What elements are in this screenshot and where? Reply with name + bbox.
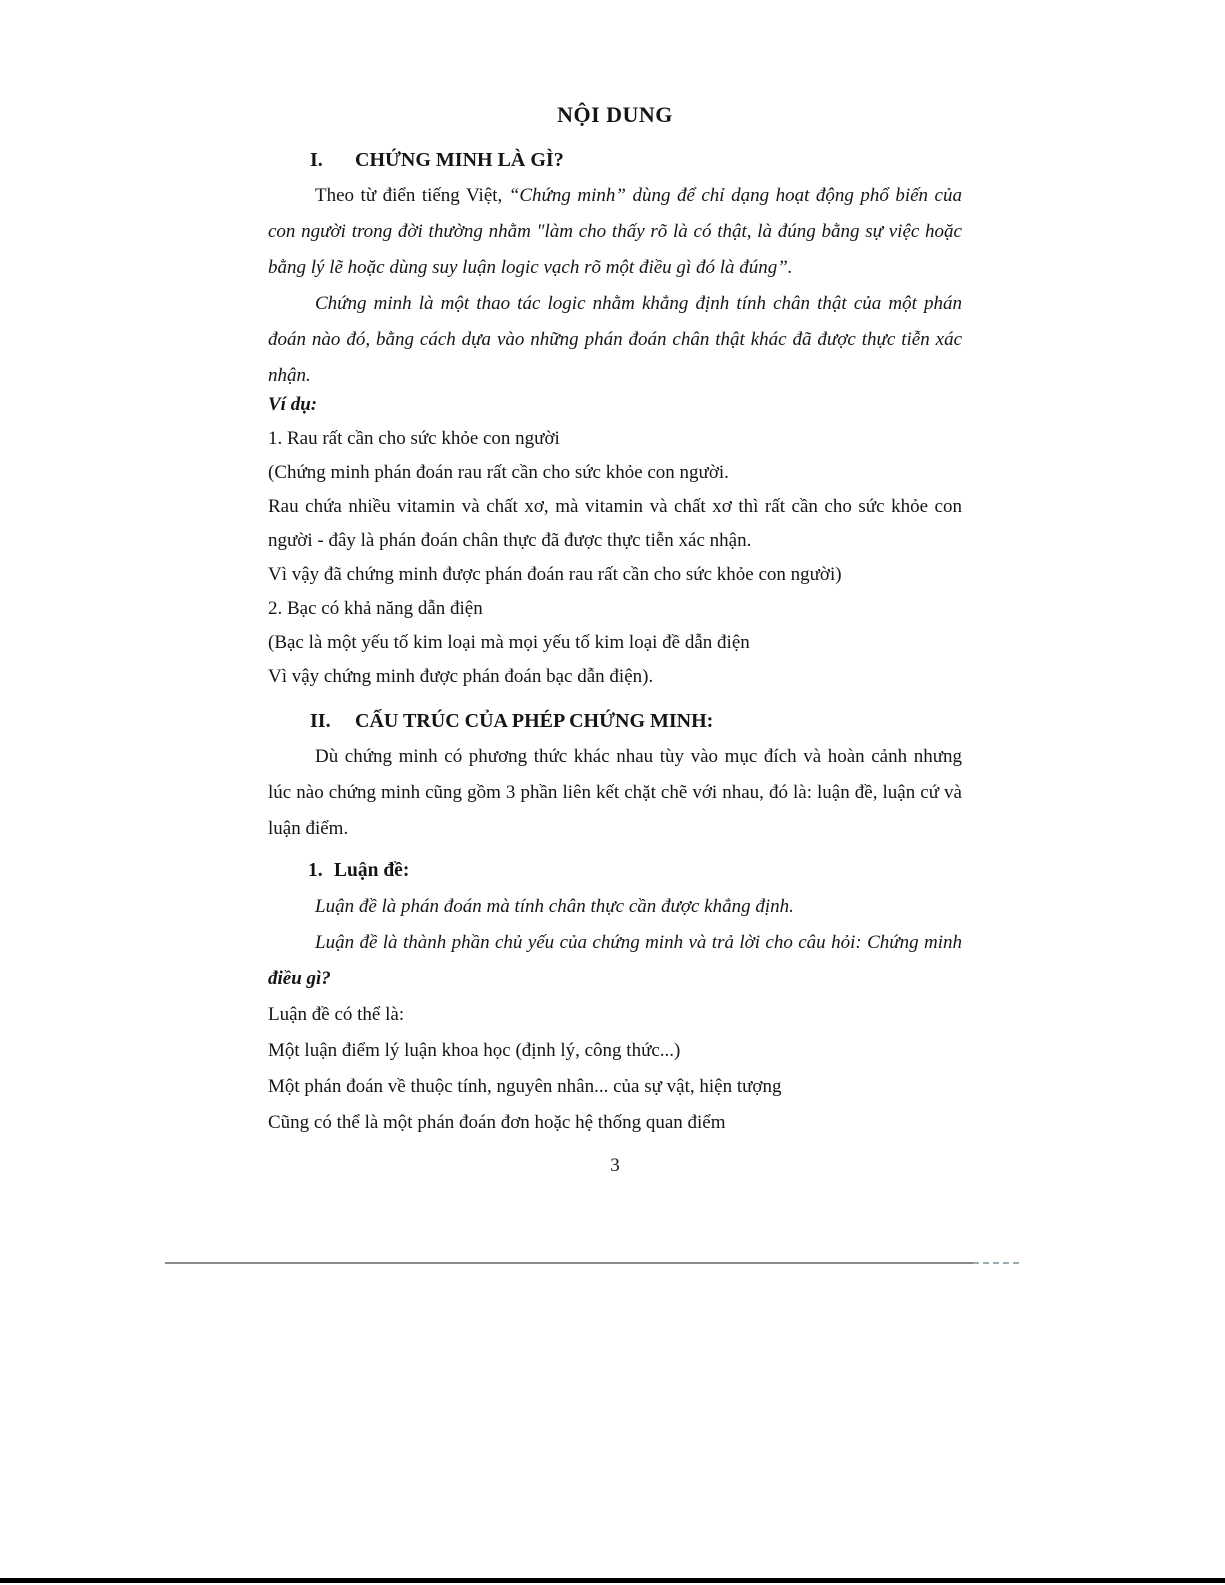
example-line-6: (Bạc là một yếu tố kim loại mà mọi yếu tố kim loại đề dẫn điện [268, 632, 750, 653]
section-heading-2 [268, 703, 962, 739]
paragraph-quote-text: “Chứng minh” dùng để chỉ dạng hoạt động phổ biến của con người trong đời thường nhằm "làm cho thấy rõ là có thật, là đúng bằng sự việc hoặc bằng lý lẽ hoặc dùng suy luận logic vạch rõ một điều gì đó là đúng”. [268, 185, 962, 278]
page-number: 3 [610, 1155, 620, 1176]
section-1-title: CHỨNG MINH LÀ GÌ? [355, 149, 564, 171]
paragraph-luan-de-def2 [268, 925, 962, 997]
document-title: NỘI DUNG [557, 102, 673, 127]
example-line-2: (Chứng minh phán đoán rau rất cần cho sức khỏe con người. [268, 462, 729, 483]
subsection-heading-luan-de [268, 853, 962, 889]
subsection-title: Luận đề: [334, 860, 410, 881]
paragraph-def2-emphasis: điều gì? [268, 968, 331, 989]
subsection-number: 1. [308, 860, 323, 881]
example-line-3: Rau chứa nhiều vitamin và chất xơ, mà vitamin và chất xơ thì rất cần cho sức khỏe con người - đây là phán đoán chân thực đã được thực tiễn xác nhận. [268, 496, 962, 551]
example-label: Ví dụ: [268, 394, 318, 415]
example-line-4: Vì vậy đã chứng minh được phán đoán rau rất cần cho sức khỏe con người) [268, 564, 842, 585]
list-intro-line: Luận đề có thể là: [268, 1004, 405, 1025]
section-2-number: II. [310, 710, 331, 732]
scan-divider-line [165, 1262, 973, 1264]
section-2-title: CẤU TRÚC CỦA PHÉP CHỨNG MINH: [355, 710, 714, 732]
example-line-7: Vì vậy chứng minh được phán đoán bạc dẫn điện). [268, 666, 654, 687]
section-1-number: I. [310, 149, 323, 171]
scan-bottom-edge-bar [0, 1578, 1225, 1583]
paragraph-def2-lead: Luận đề là thành phần chủ yếu của chứng minh và trả lời cho câu hỏi: Chứng minh [315, 932, 962, 953]
list-item-3: Cũng có thể là một phán đoán đơn hoặc hệ thống quan điểm [268, 1112, 726, 1133]
paragraph-lead-text: Theo từ điển tiếng Việt, [315, 185, 509, 206]
scan-divider-line-dashes [973, 1262, 1020, 1264]
example-line-1: 1. Rau rất cần cho sức khỏe con người [268, 428, 560, 449]
list-item-2: Một phán đoán về thuộc tính, nguyên nhân... của sự vật, hiện tượng [268, 1076, 782, 1097]
section-heading-1 [268, 142, 962, 178]
page-content [268, 97, 962, 1141]
list-item-1: Một luận điểm lý luận khoa học (định lý, công thức...) [268, 1040, 681, 1061]
paragraph-dictionary-definition [268, 178, 962, 286]
paragraph-logic-definition: Chứng minh là một thao tác logic nhằm khẳng định tính chân thật của một phán đoán nào đó, bằng cách dựa vào những phán đoán chân thật khác đã được thực tiễn xác nhận. [268, 293, 962, 386]
paragraph-structure-intro: Dù chứng minh có phương thức khác nhau tùy vào mục đích và hoàn cảnh nhưng lúc nào chứng minh cũng gồm 3 phần liên kết chặt chẽ với nhau, đó là: luận đề, luận cứ và luận điểm. [268, 746, 962, 839]
paragraph-luan-de-def1: Luận đề là phán đoán mà tính chân thực cần được khẳng định. [315, 896, 794, 917]
example-line-5: 2. Bạc có khả năng dẫn điện [268, 598, 483, 619]
